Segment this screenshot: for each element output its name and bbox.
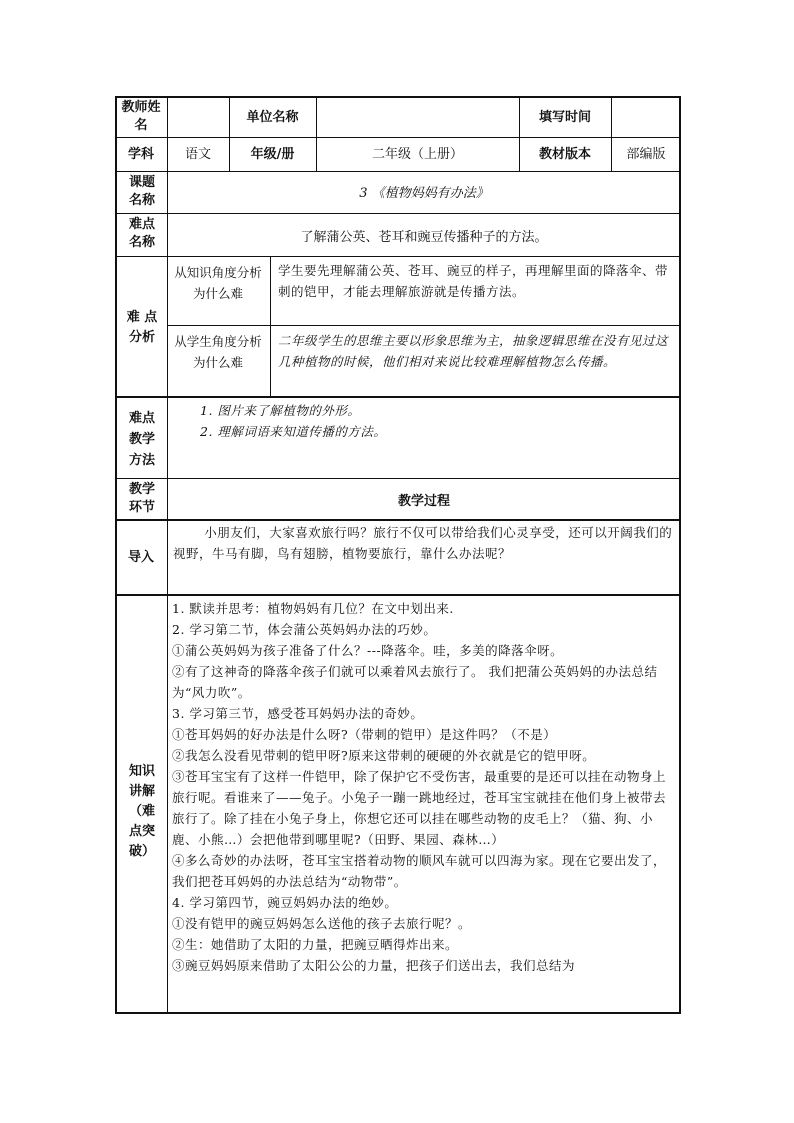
knowledge-angle-text: 学生要先理解蒲公英、苍耳、豌豆的样子，再理解里面的降落伞、带刺的铠甲，才能去理解旅游就是传播方法。 — [278, 263, 669, 299]
knowledge-angle-label: 从知识角度分析为什么难 — [174, 265, 262, 301]
method-item: 1. 图片来了解植物的外形。 — [200, 403, 361, 418]
row-divider — [115, 137, 681, 138]
edition-label: 教材版本 — [538, 147, 591, 162]
row-divider — [115, 519, 681, 521]
col-divider — [270, 256, 271, 396]
method-item: 2. 理解词语来知道传播的方法。 — [200, 424, 387, 439]
knowledge-line: ①没有铠甲的豌豆妈妈怎么送他的孩子去旅行呢？。 — [172, 916, 472, 931]
lesson-title-label: 课题名称 — [128, 175, 155, 208]
knowledge-line: ②有了这神奇的降落伞孩子们就可以乘着风去旅行了。 我们把蒲公英妈妈的办法总结为“风力吹”。 — [172, 664, 658, 700]
knowledge-line: ①苍耳妈妈的好办法是什么呀?（带刺的铠甲）是这件吗？（不是） — [172, 727, 557, 742]
teaching-stage-label: 教学环节 — [128, 482, 155, 515]
grade-value: 二年级（上册） — [371, 147, 463, 162]
intro-label: 导入 — [127, 550, 154, 565]
knowledge-line: 2. 学习第二节，体会蒲公英妈妈办法的巧妙。 — [172, 622, 437, 637]
knowledge-line: 1. 默读并思考：植物妈妈有几位？在文中划出来. — [172, 601, 454, 616]
knowledge-explanation-label: 知识讲解（难点突破） — [128, 764, 155, 859]
row-divider — [115, 171, 681, 172]
knowledge-line: ④多么奇妙的办法呀，苍耳宝宝搭着动物的顺风车就可以四海为家。现在它要出发了，我们把苍耳妈妈的办法总结为“动物带”。 — [172, 853, 667, 889]
knowledge-explanation-text — [172, 598, 678, 976]
grade-label: 年级/册 — [250, 147, 295, 162]
teaching-method-list — [200, 400, 670, 442]
knowledge-line: ③苍耳宝宝有了这样一件铠甲，除了保护它不受伤害，最重要的是还可以挂在动物身上旅行呢。看谁来了——兔子。小兔子一蹦一跳地经过，苍耳宝宝就挂在他们身上被带去旅行了。除了挂在小兔子身上，你想它还可以挂在哪些动物的皮毛上？（猫、狗、小鹿、小熊…）会把他带到哪里呢?（田野、果园、森林…） — [172, 769, 667, 847]
row-divider — [115, 256, 681, 257]
student-angle-text: 二年级学生的思维主要以形象思维为主，抽象逻辑思维在没有见过这几种植物的时候，他们相对来说比较难理解植物怎么传播。 — [278, 333, 669, 369]
teacher-name-label: 教师姓名 — [121, 100, 161, 133]
difficulty-analysis-label: 难 点分析 — [126, 310, 158, 345]
knowledge-line: 4. 学习第四节，豌豆妈妈办法的绝妙。 — [172, 895, 398, 910]
row-divider — [115, 396, 681, 398]
unit-name-label: 单位名称 — [246, 110, 299, 125]
row-divider — [115, 478, 681, 479]
knowledge-line: ③豌豆妈妈原来借助了太阳公公的力量，把孩子们送出去，我们总结为 — [172, 958, 576, 973]
teaching-process-heading: 教学过程 — [397, 494, 450, 509]
intro-text: 小朋友们，大家喜欢旅行吗？旅行不仅可以带给我们心灵享受，还可以开阔我们的视野，牛马有脚，鸟有翅膀，植物要旅行，靠什么办法呢？ — [173, 525, 673, 561]
student-angle-label: 从学生角度分析为什么难 — [174, 334, 262, 370]
knowledge-line: 3. 学习第三节，感受苍耳妈妈办法的奇妙。 — [172, 706, 424, 721]
edition-value: 部编版 — [626, 147, 666, 162]
row-divider — [115, 213, 681, 214]
row-divider — [115, 594, 681, 596]
lesson-title-value: 3 《植物妈妈有办法》 — [359, 186, 489, 201]
knowledge-line: ②生：她借助了太阳的力量，把豌豆晒得炸出来。 — [172, 937, 459, 952]
difficulty-name-label: 难点名称 — [128, 217, 155, 250]
subject-value: 语文 — [184, 147, 211, 162]
subject-label: 学科 — [127, 147, 154, 162]
knowledge-line: ②我怎么没看见带刺的铠甲呀?原来这带刺的硬硬的外衣就是它的铠甲呀。 — [172, 748, 596, 763]
knowledge-line: ①蒲公英妈妈为孩子准备了什么？---降落伞。哇，多美的降落伞呀。 — [172, 643, 564, 658]
difficulty-name-value: 了解蒲公英、苍耳和豌豆传播种子的方法。 — [300, 230, 548, 245]
teaching-method-label: 难点教学方法 — [128, 411, 155, 468]
row-divider — [167, 325, 681, 326]
fill-time-label: 填写时间 — [538, 110, 591, 125]
